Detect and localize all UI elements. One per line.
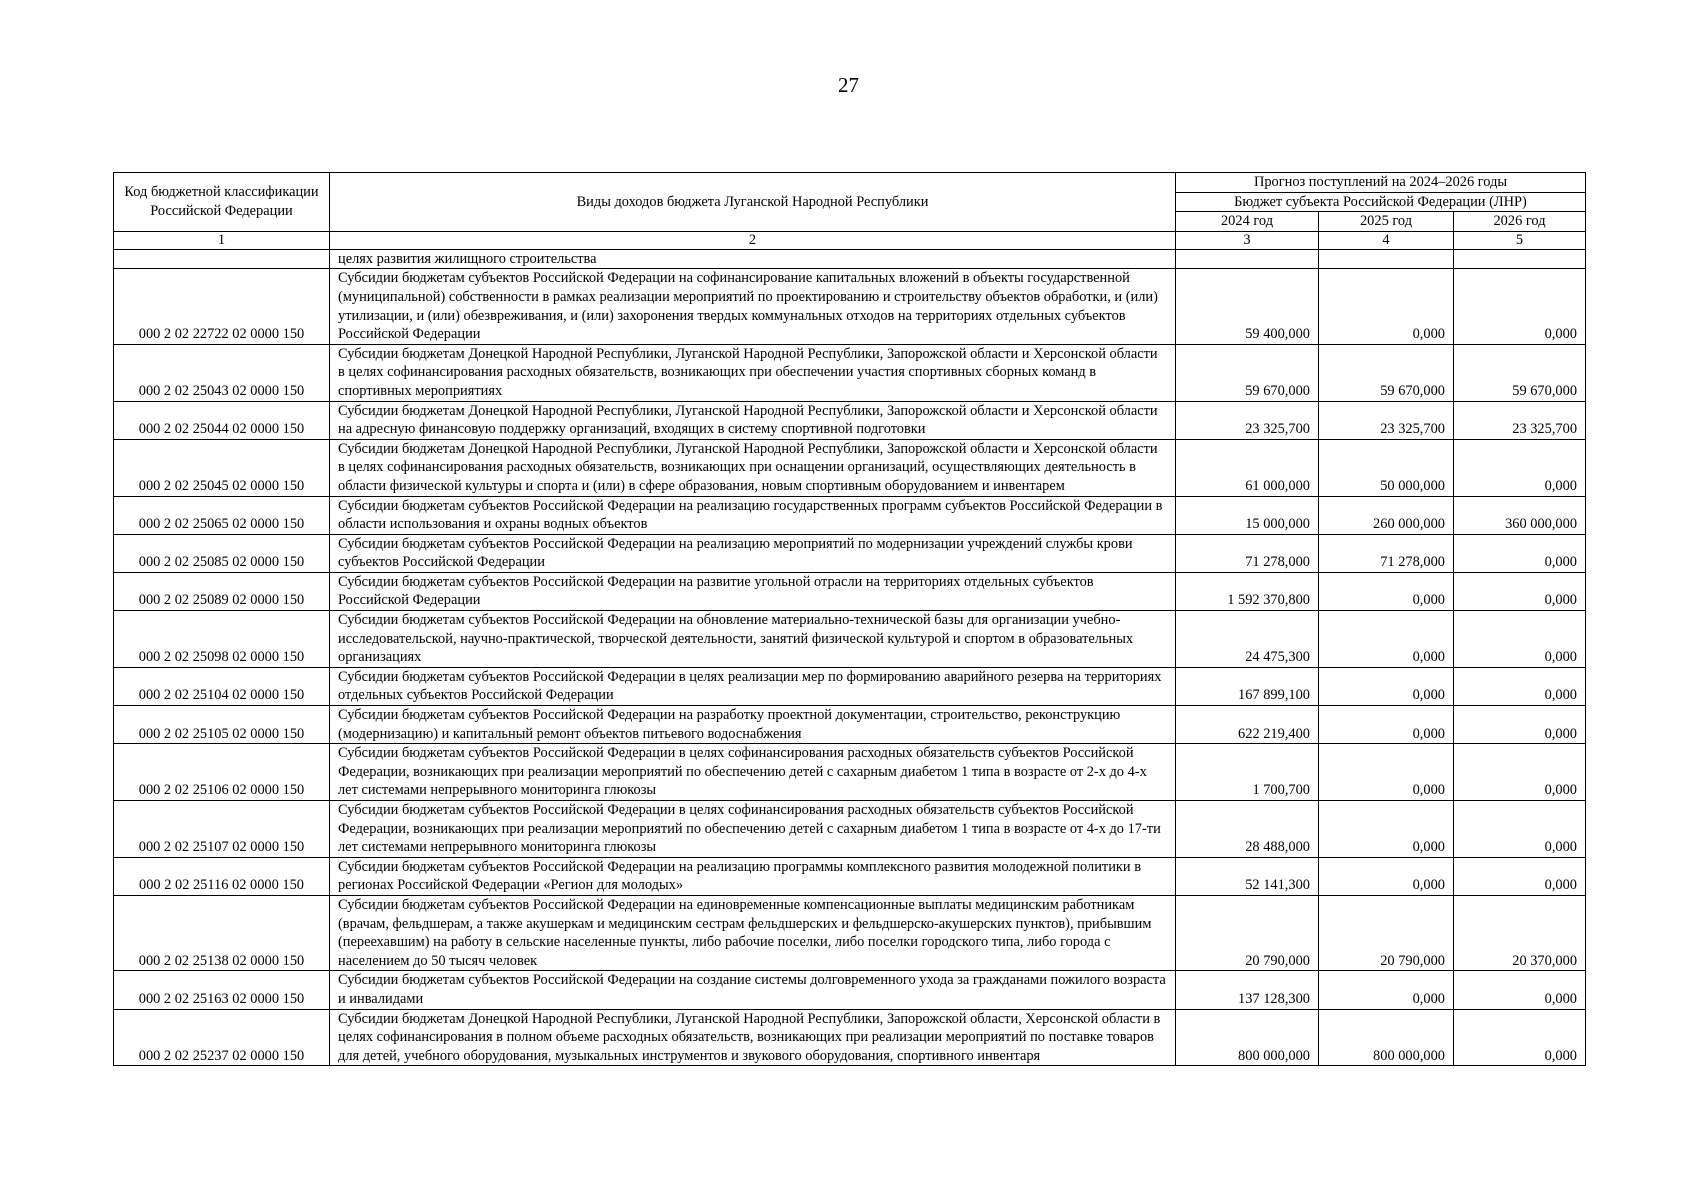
row-value-2026: 0,000	[1454, 439, 1586, 496]
row-value-2024: 23 325,700	[1176, 401, 1319, 439]
row-value-2025	[1319, 249, 1454, 269]
row-value-2025: 0,000	[1319, 269, 1454, 344]
row-code: 000 2 02 25107 02 0000 150	[114, 801, 330, 858]
table-row	[114, 572, 1586, 610]
row-description: Субсидии бюджетам субъектов Российской Федерации на развитие угольной отрасли на территориях отдельных субъектов Российской Федерации	[330, 572, 1176, 610]
row-value-2024: 622 219,400	[1176, 706, 1319, 744]
table-row	[114, 534, 1586, 572]
table-row	[114, 857, 1586, 895]
row-description: Субсидии бюджетам Донецкой Народной Республики, Луганской Народной Республики, Запорожской области и Херсонской области в целях софинансирования расходных обязательств, возникающих при оснащении организаций, осуществляющих деятельность в области физической культуры и спорта и (или) в сфере образования, новым спортивным оборудованием и инвентарем	[330, 439, 1176, 496]
row-value-2025: 0,000	[1319, 572, 1454, 610]
row-value-2026: 0,000	[1454, 269, 1586, 344]
row-description: Субсидии бюджетам субъектов Российской Федерации на реализацию программы комплексного развития молодежной политики в регионах Российской Федерации «Регион для молодых»	[330, 857, 1176, 895]
row-code: 000 2 02 25098 02 0000 150	[114, 611, 330, 668]
row-value-2025: 260 000,000	[1319, 496, 1454, 534]
row-code: 000 2 02 25105 02 0000 150	[114, 706, 330, 744]
row-description: Субсидии бюджетам субъектов Российской Федерации на единовременные компенсационные выплаты медицинским работникам (врачам, фельдшерам, а также акушеркам и медицинским сестрам фельдшерских и фельдшерско-акушерских пунктов), прибывшим (переехавшим) на работу в сельские населенные пункты, либо рабочие поселки, либо поселки городского типа, либо города с населением до 50 тысяч человек	[330, 895, 1176, 970]
header-code: Код бюджетной классификации Российской Федерации	[114, 173, 330, 232]
row-value-2026: 0,000	[1454, 1009, 1586, 1066]
column-index-5: 5	[1454, 231, 1586, 249]
row-value-2025: 0,000	[1319, 857, 1454, 895]
row-value-2026: 0,000	[1454, 706, 1586, 744]
row-value-2024: 20 790,000	[1176, 895, 1319, 970]
row-code: 000 2 02 25106 02 0000 150	[114, 744, 330, 801]
row-value-2025: 59 670,000	[1319, 344, 1454, 401]
row-value-2024: 1 592 370,800	[1176, 572, 1319, 610]
row-description: Субсидии бюджетам субъектов Российской Федерации на реализацию мероприятий по модернизации учреждений службы крови субъектов Российской Федерации	[330, 534, 1176, 572]
row-code: 000 2 02 25045 02 0000 150	[114, 439, 330, 496]
row-description: Субсидии бюджетам субъектов Российской Федерации на создание системы долговременного ухода за гражданами пожилого возраста и инвалидами	[330, 971, 1176, 1009]
row-value-2024	[1176, 249, 1319, 269]
row-description: Субсидии бюджетам субъектов Российской Федерации на разработку проектной документации, строительство, реконструкцию (модернизацию) и капитальный ремонт объектов питьевого водоснабжения	[330, 706, 1176, 744]
row-code: 000 2 02 25163 02 0000 150	[114, 971, 330, 1009]
row-value-2026: 0,000	[1454, 667, 1586, 705]
table-body	[114, 249, 1586, 1066]
row-description: Субсидии бюджетам субъектов Российской Федерации на реализацию государственных программ субъектов Российской Федерации в области использования и охраны водных объектов	[330, 496, 1176, 534]
row-value-2026: 0,000	[1454, 971, 1586, 1009]
row-value-2026: 59 670,000	[1454, 344, 1586, 401]
row-value-2025: 0,000	[1319, 611, 1454, 668]
table-row	[114, 496, 1586, 534]
row-value-2026: 0,000	[1454, 857, 1586, 895]
row-value-2026: 0,000	[1454, 534, 1586, 572]
row-value-2025: 0,000	[1319, 801, 1454, 858]
table-row	[114, 801, 1586, 858]
row-description: Субсидии бюджетам субъектов Российской Федерации в целях софинансирования расходных обязательств субъектов Российской Федерации, возникающих при реализации мероприятий по обеспечению детей с сахарным диабетом 1 типа в возрасте от 2-х до 4-х лет системами непрерывного мониторинга глюкозы	[330, 744, 1176, 801]
table-header	[114, 173, 1586, 250]
row-code: 000 2 02 25065 02 0000 150	[114, 496, 330, 534]
row-value-2025: 71 278,000	[1319, 534, 1454, 572]
column-index-1: 1	[114, 231, 330, 249]
row-value-2025: 50 000,000	[1319, 439, 1454, 496]
row-value-2026: 20 370,000	[1454, 895, 1586, 970]
row-value-2024: 137 128,300	[1176, 971, 1319, 1009]
row-description: Субсидии бюджетам Донецкой Народной Республики, Луганской Народной Республики, Запорожской области и Херсонской области на адресную финансовую поддержку организаций, входящих в систему спортивной подготовки	[330, 401, 1176, 439]
row-value-2024: 167 899,100	[1176, 667, 1319, 705]
row-value-2024: 15 000,000	[1176, 496, 1319, 534]
row-value-2024: 59 670,000	[1176, 344, 1319, 401]
row-description: целях развития жилищного строительства	[330, 249, 1176, 269]
row-description: Субсидии бюджетам субъектов Российской Федерации на обновление материально-технической базы для организации учебно-исследовательской, научно-практической, творческой деятельности, занятий физической культурой и спортом в образовательных организациях	[330, 611, 1176, 668]
row-code	[114, 249, 330, 269]
row-value-2024: 24 475,300	[1176, 611, 1319, 668]
row-description: Субсидии бюджетам субъектов Российской Федерации в целях реализации мер по формированию аварийного резерва на территориях отдельных субъектов Российской Федерации	[330, 667, 1176, 705]
column-index-4: 4	[1319, 231, 1454, 249]
row-value-2025: 0,000	[1319, 744, 1454, 801]
table-row	[114, 249, 1586, 269]
header-budget: Бюджет субъекта Российской Федерации (ЛНР)	[1176, 192, 1586, 212]
header-forecast: Прогноз поступлений на 2024–2026 годы	[1176, 173, 1586, 193]
table-row	[114, 439, 1586, 496]
row-value-2024: 800 000,000	[1176, 1009, 1319, 1066]
row-value-2026: 0,000	[1454, 572, 1586, 610]
row-value-2024: 52 141,300	[1176, 857, 1319, 895]
revenue-table	[113, 172, 1586, 1066]
table-row	[114, 895, 1586, 970]
row-value-2025: 20 790,000	[1319, 895, 1454, 970]
row-value-2025: 23 325,700	[1319, 401, 1454, 439]
table-row	[114, 269, 1586, 344]
row-value-2025: 0,000	[1319, 706, 1454, 744]
column-index-3: 3	[1176, 231, 1319, 249]
table-row	[114, 401, 1586, 439]
row-value-2025: 800 000,000	[1319, 1009, 1454, 1066]
row-code: 000 2 02 25138 02 0000 150	[114, 895, 330, 970]
row-description: Субсидии бюджетам Донецкой Народной Республики, Луганской Народной Республики, Запорожской области и Херсонской области в целях софинансирования расходных обязательств, возникающих при обеспечении участия спортивных сборных команд в спортивных мероприятиях	[330, 344, 1176, 401]
row-value-2026: 0,000	[1454, 744, 1586, 801]
row-value-2024: 71 278,000	[1176, 534, 1319, 572]
row-value-2024: 59 400,000	[1176, 269, 1319, 344]
table-row	[114, 667, 1586, 705]
table-row	[114, 611, 1586, 668]
row-code: 000 2 02 25237 02 0000 150	[114, 1009, 330, 1066]
table-row	[114, 1009, 1586, 1066]
table-row	[114, 344, 1586, 401]
row-description: Субсидии бюджетам субъектов Российской Федерации в целях софинансирования расходных обязательств субъектов Российской Федерации, возникающих при реализации мероприятий по обеспечению детей с сахарным диабетом 1 типа в возрасте от 4-х до 17-ти лет системами непрерывного мониторинга глюкозы	[330, 801, 1176, 858]
row-code: 000 2 02 25043 02 0000 150	[114, 344, 330, 401]
row-code: 000 2 02 25089 02 0000 150	[114, 572, 330, 610]
table-row	[114, 971, 1586, 1009]
row-description: Субсидии бюджетам субъектов Российской Федерации на софинансирование капитальных вложений в объекты государственной (муниципальной) собственности в рамках реализации мероприятий по проектированию и строительству объектов обработки, и (или) утилизации, и (или) обезвреживания, и (или) захоронения твердых коммунальных отходов на территориях отдельных субъектов Российской Федерации	[330, 269, 1176, 344]
header-year-2025: 2025 год	[1319, 212, 1454, 232]
row-code: 000 2 02 22722 02 0000 150	[114, 269, 330, 344]
row-value-2024: 1 700,700	[1176, 744, 1319, 801]
row-code: 000 2 02 25116 02 0000 150	[114, 857, 330, 895]
row-code: 000 2 02 25085 02 0000 150	[114, 534, 330, 572]
row-value-2025: 0,000	[1319, 667, 1454, 705]
row-description: Субсидии бюджетам Донецкой Народной Республики, Луганской Народной Республики, Запорожской области, Херсонской области в целях софинансирования в полном объеме расходных обязательств, возникающих при реализации мероприятий по поставке товаров для детей, учебного оборудования, музыкальных инструментов и звукового оборудования, спортивного инвентаря	[330, 1009, 1176, 1066]
column-index-2: 2	[330, 231, 1176, 249]
row-code: 000 2 02 25104 02 0000 150	[114, 667, 330, 705]
header-year-2026: 2026 год	[1454, 212, 1586, 232]
table-row	[114, 744, 1586, 801]
row-value-2026: 0,000	[1454, 801, 1586, 858]
row-value-2024: 61 000,000	[1176, 439, 1319, 496]
row-value-2026	[1454, 249, 1586, 269]
table-row	[114, 706, 1586, 744]
row-value-2025: 0,000	[1319, 971, 1454, 1009]
row-value-2024: 28 488,000	[1176, 801, 1319, 858]
page-number: 27	[838, 73, 859, 97]
row-value-2026: 360 000,000	[1454, 496, 1586, 534]
header-description: Виды доходов бюджета Луганской Народной Республики	[330, 173, 1176, 232]
row-value-2026: 23 325,700	[1454, 401, 1586, 439]
header-year-2024: 2024 год	[1176, 212, 1319, 232]
row-value-2026: 0,000	[1454, 611, 1586, 668]
row-code: 000 2 02 25044 02 0000 150	[114, 401, 330, 439]
